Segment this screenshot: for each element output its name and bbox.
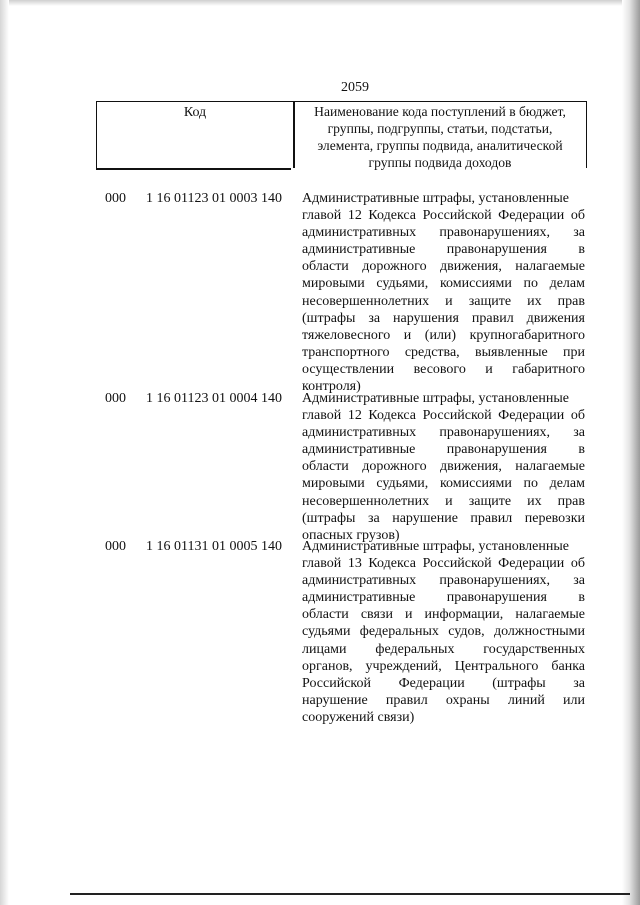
header-bottom-rule [96,168,291,170]
description-line: главой 13 Кодекса Российской Федерации об [302,556,585,572]
description-line: осуществлении весового и габаритного [302,361,585,377]
scan-edge-bottom [70,893,630,895]
description-line: несовершеннолетних и защите их прав [302,293,585,309]
description-line: главой 12 Кодекса Российской Федерации об [302,408,585,424]
description-line: Административные штрафы, установленные [302,191,569,206]
description-line: главой 12 Кодекса Российской Федерации об [302,208,585,224]
budget-code: 1 16 01123 01 0003 140 [146,191,282,206]
description-line: административных правонарушениях, за [302,225,585,241]
scan-edge-left [0,0,9,905]
description-line: лицами федеральных государственных [302,641,585,657]
admin-code: 000 [105,191,126,206]
description-line: органов, учреждений, Центрального банка [302,658,585,674]
header-name-line: группы подвида доходов [368,155,512,170]
description-line: (штрафы за нарушение правил перевозки [302,510,585,526]
row-description [302,538,585,726]
header-name-label [295,103,585,171]
description-line: тяжеловесного и (или) крупногабаритного [302,327,585,343]
description-line: мировыми судьями, комиссиями по делам [302,276,585,292]
description-line: Административные штрафы, установленные [302,539,569,554]
header-name-line: Наименование кода поступлений в бюджет, [314,104,566,119]
scan-edge-right [622,0,640,905]
description-line: административных правонарушениях, за [302,425,585,441]
description-line: области дорожного движения, налагаемые [302,259,585,275]
description-line: Российской Федерации (штрафы за [302,675,585,691]
budget-code: 1 16 01123 01 0004 140 [146,391,282,406]
description-line: административные правонарушения в [302,242,585,258]
description-line: мировыми судьями, комиссиями по делам [302,476,585,492]
header-name-line: элемента, группы подвида, аналитической [317,138,563,153]
description-line: сооружений связи) [302,709,415,725]
scan-edge-top [0,0,640,6]
admin-code: 000 [105,391,126,406]
table-header [96,101,587,168]
description-line: опасных грузов) [302,527,400,543]
description-line: транспортного средства, выявленные при [302,344,585,360]
description-line: судьями федеральных судов, должностными [302,624,585,640]
header-name-line: группы, подгруппы, статьи, подстатьи, [327,121,553,136]
description-line: административных правонарушениях, за [302,573,585,589]
row-description [302,390,585,544]
description-line: административные правонарушения в [302,590,585,606]
description-line: нарушение правил охраны линий или [302,692,585,708]
page-number: 2059 [341,80,369,95]
description-line: Административные штрафы, установленные [302,391,569,406]
description-line: области связи и информации, налагаемые [302,607,585,623]
description-line: контроля) [302,379,361,395]
description-line: несовершеннолетних и защите их прав [302,493,585,509]
budget-code: 1 16 01131 01 0005 140 [146,539,282,554]
header-code-label: Код [183,105,207,120]
row-description [302,190,585,395]
admin-code: 000 [105,539,126,554]
description-line: (штрафы за нарушения правил движения [302,310,585,326]
description-line: области дорожного движения, налагаемые [302,459,585,475]
description-line: административные правонарушения в [302,442,585,458]
